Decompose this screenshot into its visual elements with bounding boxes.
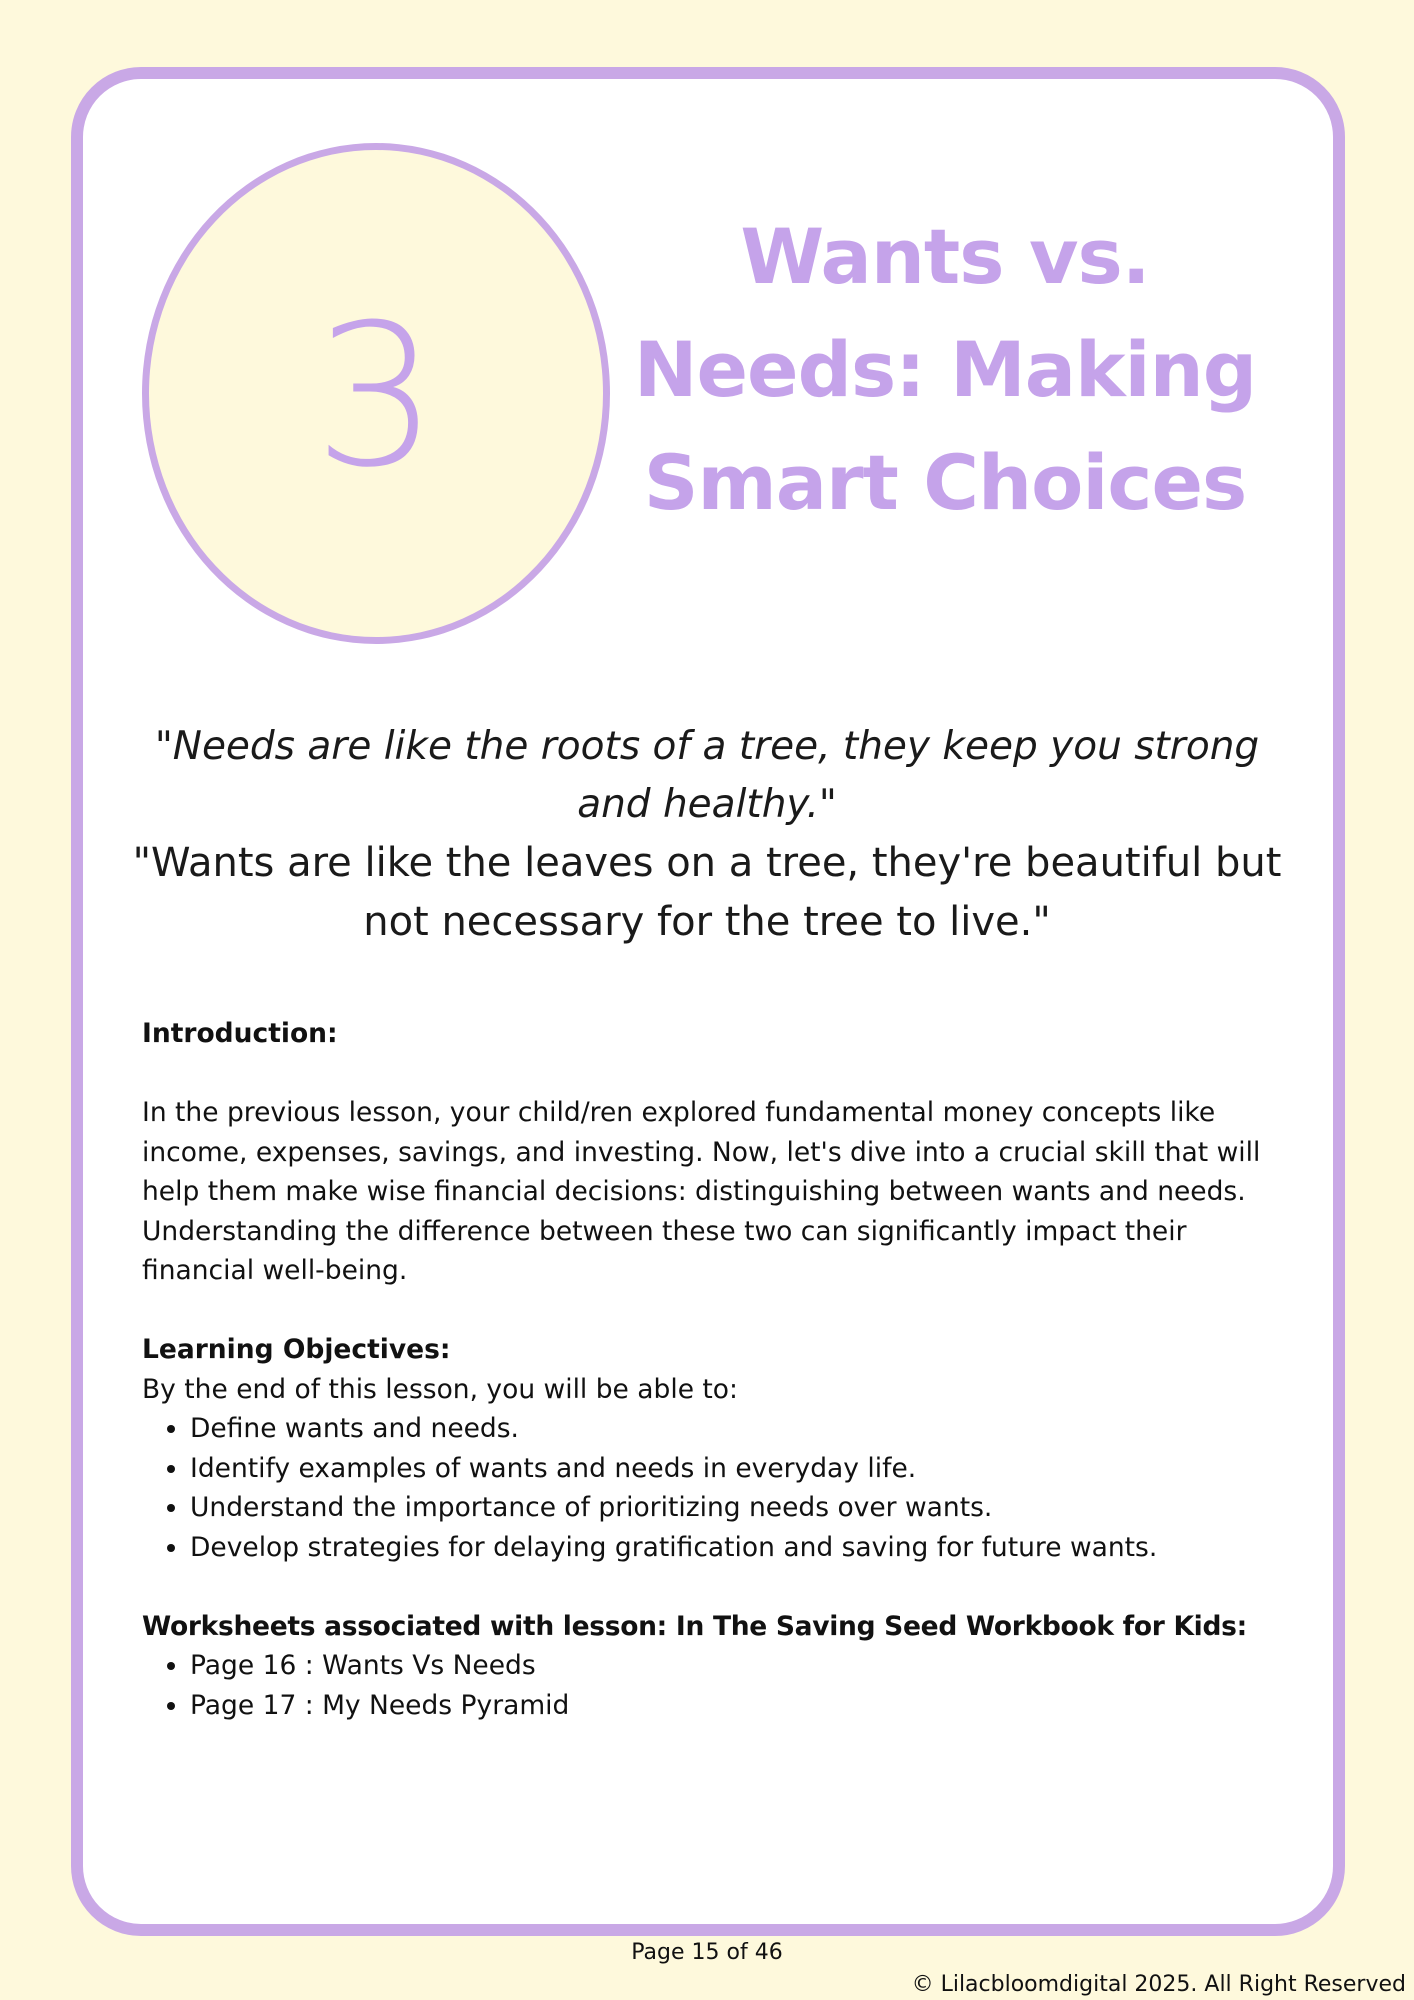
- worksheets-heading: Worksheets associated with lesson: In The Saving Seed Workbook for Kids:: [142, 1610, 1247, 1642]
- quotes-block: [120, 718, 1294, 952]
- introduction-body: In the previous lesson, your child/ren explored fundamental money concepts like income, expenses, savings, and investing. Now, let's dive into a crucial skill that will help them make wise financial decisions: distinguishing between wants and needs. Understanding the difference between these two can significantly impact their financial well-being.: [142, 1097, 1261, 1286]
- lesson-number-circle: [142, 143, 610, 644]
- quote-wants: "Wants are like the leaves on a tree, they're beautiful but not necessary for the tree to live.": [132, 840, 1282, 945]
- learning-objectives-lead: By the end of this lesson, you will be able to:: [142, 1373, 738, 1405]
- spacer: [142, 1054, 1292, 1094]
- spacer: [142, 1567, 1292, 1607]
- list-item: • Identify examples of wants and needs in everyday life.: [190, 1449, 1292, 1489]
- page-number: Page 15 of 46: [631, 1940, 783, 1965]
- spacer: [142, 1291, 1292, 1331]
- copyright-notice: © Lilacbloomdigital 2025. All Right Reserved: [911, 1972, 1406, 1997]
- lesson-number: 3: [313, 282, 439, 511]
- learning-objectives-list: [142, 1409, 1292, 1567]
- lesson-title: Wants vs. Needs: Making Smart Choices: [633, 212, 1257, 527]
- learning-objectives-heading: Learning Objectives:: [142, 1334, 451, 1365]
- list-item: • Develop strategies for delaying gratification and saving for future wants.: [190, 1528, 1292, 1568]
- list-item: • Page 16 : Wants Vs Needs: [190, 1646, 1292, 1686]
- quote-needs: "Needs are like the roots of a tree, they keep you strong and healthy.": [154, 724, 1260, 827]
- list-item: • Page 17 : My Needs Pyramid: [190, 1686, 1292, 1726]
- introduction-heading: Introduction:: [142, 1018, 338, 1049]
- list-item: • Understand the importance of prioritizing needs over wants.: [190, 1488, 1292, 1528]
- lesson-content: [142, 1014, 1292, 1725]
- worksheets-list: [142, 1646, 1292, 1725]
- list-item: • Define wants and needs.: [190, 1409, 1292, 1449]
